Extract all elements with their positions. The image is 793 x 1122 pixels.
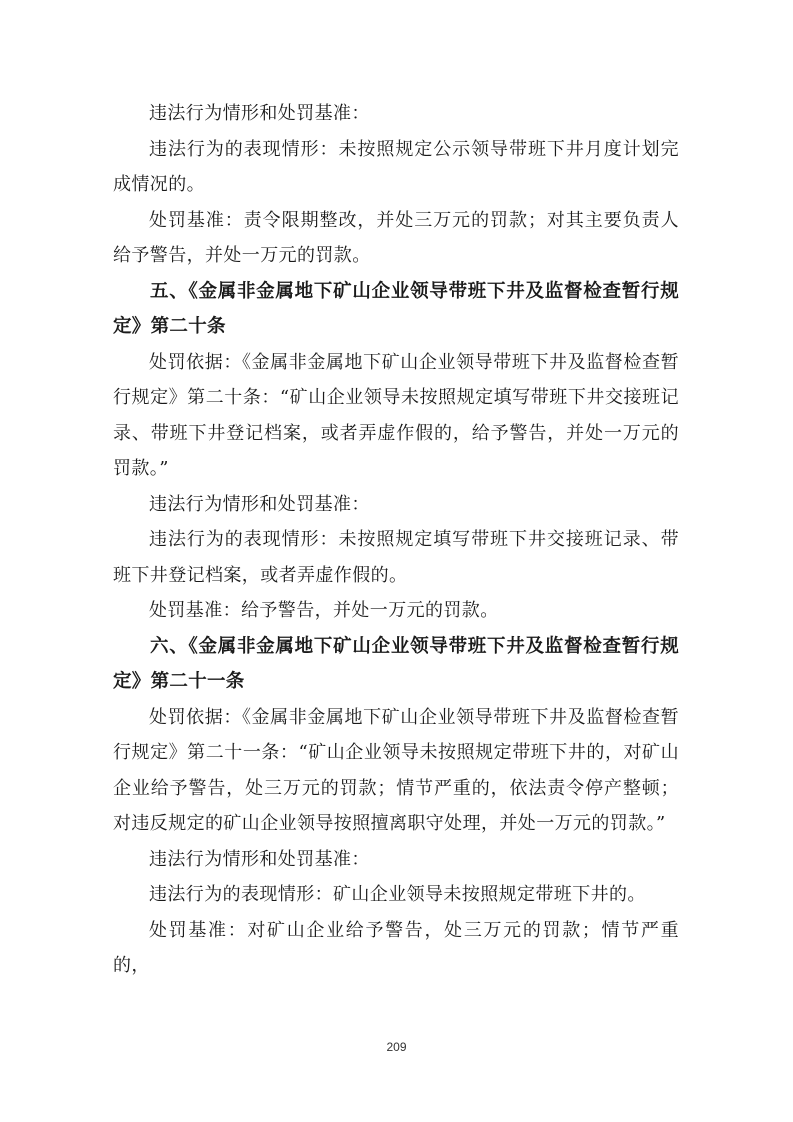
paragraph-violation-criteria-1: 违法行为情形和处罚基准：: [149, 103, 370, 124]
paragraph-violation-criteria-6: 违法行为情形和处罚基准：: [149, 848, 370, 870]
page-number: 209: [386, 1040, 407, 1054]
paragraph-penalty-standard-6: 处罚基准：对矿山企业给予警告，处三万元的罚款；情节严重的，: [113, 919, 679, 976]
section-heading-6: 六、《金属非金属地下矿山企业领导带班下井及监督检查暂行规定》第二十一条: [113, 635, 679, 692]
paragraph-violation-criteria-5: 违法行为情形和处罚基准：: [149, 493, 370, 515]
paragraph-violation-situation-1: 违法行为的表现情形：未按照规定公示领导带班下井月度计划完成情况的。: [113, 138, 679, 195]
paragraph-violation-situation-6: 违法行为的表现情形：矿山企业领导未按照规定带班下井的。: [149, 884, 646, 905]
document-body: [113, 96, 679, 984]
paragraph-penalty-basis-5: 处罚依据：《金属非金属地下矿山企业领导带班下井及监督检查暂行规定》第二十条：“矿山企业领导未按照规定填写带班下井交接班记录、带班下井登记档案，或者弄虚作假的，给予警告，并处一万元的罚款。”: [113, 351, 679, 479]
paragraph-penalty-standard-5: 处罚基准：给予警告，并处一万元的罚款。: [149, 600, 499, 621]
section-heading-5: 五、《金属非金属地下矿山企业领导带班下井及监督检查暂行规定》第二十条: [113, 280, 679, 337]
paragraph-penalty-standard-1: 处罚基准：责令限期整改，并处三万元的罚款；对其主要负责人给予警告，并处一万元的罚款。: [113, 209, 679, 266]
paragraph-penalty-basis-6: 处罚依据：《金属非金属地下矿山企业领导带班下井及监督检查暂行规定》第二十一条：“矿山企业领导未按照规定带班下井的，对矿山企业给予警告，处三万元的罚款；情节严重的，依法责令停产整顿；对违反规定的矿山企业领导按照擅离职守处理，并处一万元的罚款。”: [113, 706, 679, 834]
paragraph-violation-situation-5: 违法行为的表现情形：未按照规定填写带班下井交接班记录、带班下井登记档案，或者弄虚作假的。: [113, 529, 679, 586]
